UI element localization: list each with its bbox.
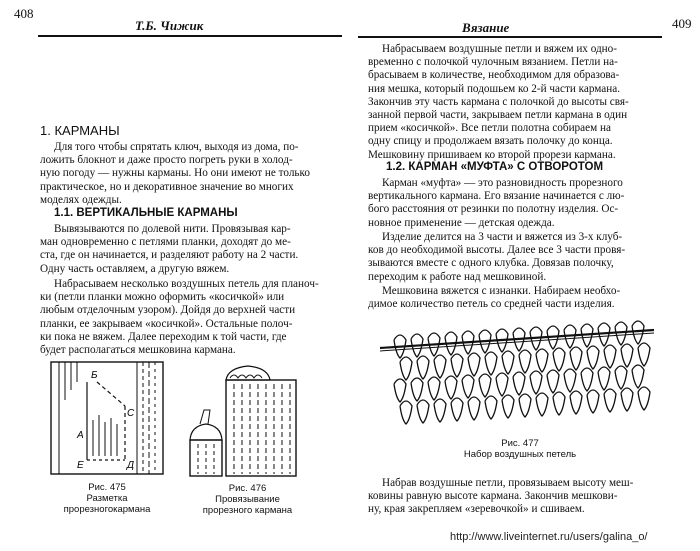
text-line: ковины равную высоте кармана. Закончив мешкови- — [368, 490, 618, 503]
text-line: димое количество петель со средней части изделия. — [368, 298, 615, 311]
knit-loop — [479, 374, 491, 397]
knit-loop — [411, 378, 423, 401]
knit-loop — [519, 350, 531, 373]
knit-loop — [570, 391, 582, 414]
text-line: временно с полочкой чулочным вязанием. Петли на- — [368, 56, 618, 69]
running-header-right: Вязание — [462, 20, 510, 35]
paragraph-final — [368, 477, 668, 517]
knit-loop — [604, 389, 616, 412]
knit-loop — [428, 377, 440, 400]
text-line: Для того чтобы спрятать ключ, выходя из дома, по- — [54, 141, 299, 153]
text-line: моделях одежды. — [40, 193, 122, 206]
figure-477-chain-loops — [380, 318, 660, 434]
knit-loop — [587, 390, 599, 413]
knit-loop — [400, 357, 412, 380]
knit-loop — [536, 393, 548, 416]
page-number-left: 408 — [14, 6, 34, 21]
text-line: ки пока не вяжем. Далее переходим к той части, где — [40, 330, 287, 343]
knit-loop — [485, 396, 497, 419]
knit-loop — [451, 398, 463, 421]
text-line: планки, ее закрываем «косичкой». Остальные полоч- — [40, 317, 293, 330]
knit-loop — [604, 345, 616, 368]
knit-loop — [394, 379, 406, 402]
knit-loop — [434, 399, 446, 422]
knit-loop — [417, 356, 429, 379]
header-rule-left — [38, 35, 342, 37]
fig475-label-e: Е — [77, 460, 84, 471]
text-line: занной первой части, закрываем петли кармана в один — [368, 109, 628, 122]
watermark-url: http://www.liveinternet.ru/users/galina_o/ — [450, 531, 648, 543]
text-line: ния мешка, который подошьем ко 2-й части кармана. — [368, 82, 621, 95]
fig475-label-d: Д — [127, 460, 135, 471]
text-line: ман одновременно с петлями планки, доходят до ме- — [40, 236, 291, 249]
knit-loop — [615, 322, 627, 345]
text-line: ки (петли планки можно оформить «косичкой» или — [40, 291, 285, 304]
right-page — [350, 0, 700, 551]
subsection-title-vertical: 1.1. ВЕРТИКАЛЬНЫЕ КАРМАНЫ — [54, 207, 238, 219]
text-line: Вывязываются по долевой нити. Провязывая кар- — [54, 223, 291, 235]
knit-loop — [468, 353, 480, 376]
section-title: 1. КАРМАНЫ — [40, 123, 120, 138]
fig475-label-a: А — [77, 430, 84, 441]
knit-loop — [502, 351, 514, 374]
text-line: любым отделочным узором). Дойдя до верхней части — [40, 304, 296, 317]
text-line: Набрав воздушные петли, провязываем высоту меш- — [382, 477, 634, 489]
text-line: ста, где он начинается, и разделяют работу на 2 части. — [40, 249, 299, 262]
knit-loop — [587, 346, 599, 369]
text-line: вертикального кармана. Его вязание начинается с лю- — [368, 190, 625, 203]
text-line: прием «косичкой». Все петли полотна собираем на — [368, 122, 611, 135]
text-line: Мешковина вяжется с изнанки. Набираем необхо- — [382, 285, 621, 297]
text-line: новное применение — детская одежда. — [368, 216, 555, 229]
knit-loop — [462, 375, 474, 398]
knit-loop — [536, 349, 548, 372]
text-line: Набрасываем несколько воздушных петель для планоч- — [54, 278, 319, 290]
intro-paragraph — [40, 141, 340, 207]
knit-loop — [638, 343, 650, 366]
figure-476-knitting-pocket — [186, 358, 306, 478]
knit-loop — [553, 392, 565, 415]
knit-loop — [621, 344, 633, 367]
knit-loop — [598, 367, 610, 390]
knit-loop — [598, 323, 610, 346]
paragraph-muff-1 — [368, 177, 668, 230]
knit-loop — [621, 388, 633, 411]
knit-loop — [451, 354, 463, 377]
knit-loop — [519, 394, 531, 417]
text-line: зываются вместе с одного клубка. Довязав полочку, — [368, 257, 614, 270]
knit-loop — [434, 355, 446, 378]
knit-loop — [570, 347, 582, 370]
knit-loop — [564, 369, 576, 392]
paragraph-muff-3 — [368, 285, 668, 311]
text-line: брасываем в количестве, необходимом для образова- — [368, 69, 620, 82]
text-line: Закончив эту часть кармана с полочкой до высоты свя- — [368, 95, 629, 108]
fig475-label-b: Б — [91, 370, 98, 381]
knit-loop — [615, 366, 627, 389]
knit-loop — [638, 387, 650, 410]
knit-loop — [530, 371, 542, 394]
figure-477-caption: Рис. 477 Набор воздушных петель — [463, 438, 577, 460]
knit-loop — [581, 368, 593, 391]
knit-loop — [485, 352, 497, 375]
subsection-title-muff: 1.2. КАРМАН «МУФТА» С ОТВОРОТОМ — [386, 161, 604, 173]
header-rule-right — [358, 36, 662, 38]
text-line: ложить блокнот и даже просто погреть руки в холод- — [40, 154, 293, 167]
knit-loop — [632, 365, 644, 388]
text-line: Мешковину пришиваем ко второй прорези кармана. — [368, 148, 616, 161]
knit-loop — [502, 395, 514, 418]
text-line: ков до необходимой высоты. Далее все 3 части провя- — [368, 244, 626, 257]
text-line: будет располагаться мешковина кармана. — [40, 344, 236, 357]
text-line: Карман «муфта» — это разновидность прорезного — [382, 177, 623, 189]
knit-loop — [513, 372, 525, 395]
knit-loop — [445, 376, 457, 399]
text-line: Изделие делится на 3 части и вяжется из 3-х клуб- — [382, 231, 623, 243]
text-line: практическое, но и декоративное значение во многих — [40, 180, 294, 193]
fig475-label-c: С — [127, 408, 135, 419]
paragraph-pocket-continued — [368, 43, 668, 162]
knit-loop — [553, 348, 565, 371]
paragraph-vertical-2 — [40, 278, 340, 357]
text-line: Одну часть оставляем, а другую вяжем. — [40, 262, 230, 275]
text-line: бого расстояния от резинки по полотну изделия. Ос- — [368, 203, 619, 216]
paragraph-muff-2 — [368, 231, 668, 284]
text-line: ную погоду — нужны карманы. Но они имеют не только — [40, 167, 310, 180]
figure-476-caption: Рис. 476 Провязывание прорезного кармана — [202, 483, 293, 516]
paragraph-vertical-1 — [40, 223, 340, 276]
text-line: одну спицу и продолжаем вязать полочку до конца. — [368, 135, 613, 148]
knit-loop — [468, 397, 480, 420]
text-line: ну, края закрепляем «зеревочкой» и сшиваем. — [368, 503, 585, 516]
knit-loop — [632, 321, 644, 344]
knit-loop — [400, 401, 412, 424]
knit-loop — [496, 373, 508, 396]
text-line: Набрасываем воздушные петли и вяжем их одно- — [382, 43, 617, 55]
running-header-left: Т.Б. Чижик — [135, 18, 204, 33]
text-line: переходим к работе над мешковиной. — [368, 270, 547, 283]
figure-475-caption: Рис. 475 Разметка прорезногокармана — [63, 482, 151, 515]
knit-loop — [547, 370, 559, 393]
figure-475-pocket-marking — [47, 360, 167, 478]
page-number-right: 409 — [672, 16, 692, 31]
knit-loop — [417, 400, 429, 423]
